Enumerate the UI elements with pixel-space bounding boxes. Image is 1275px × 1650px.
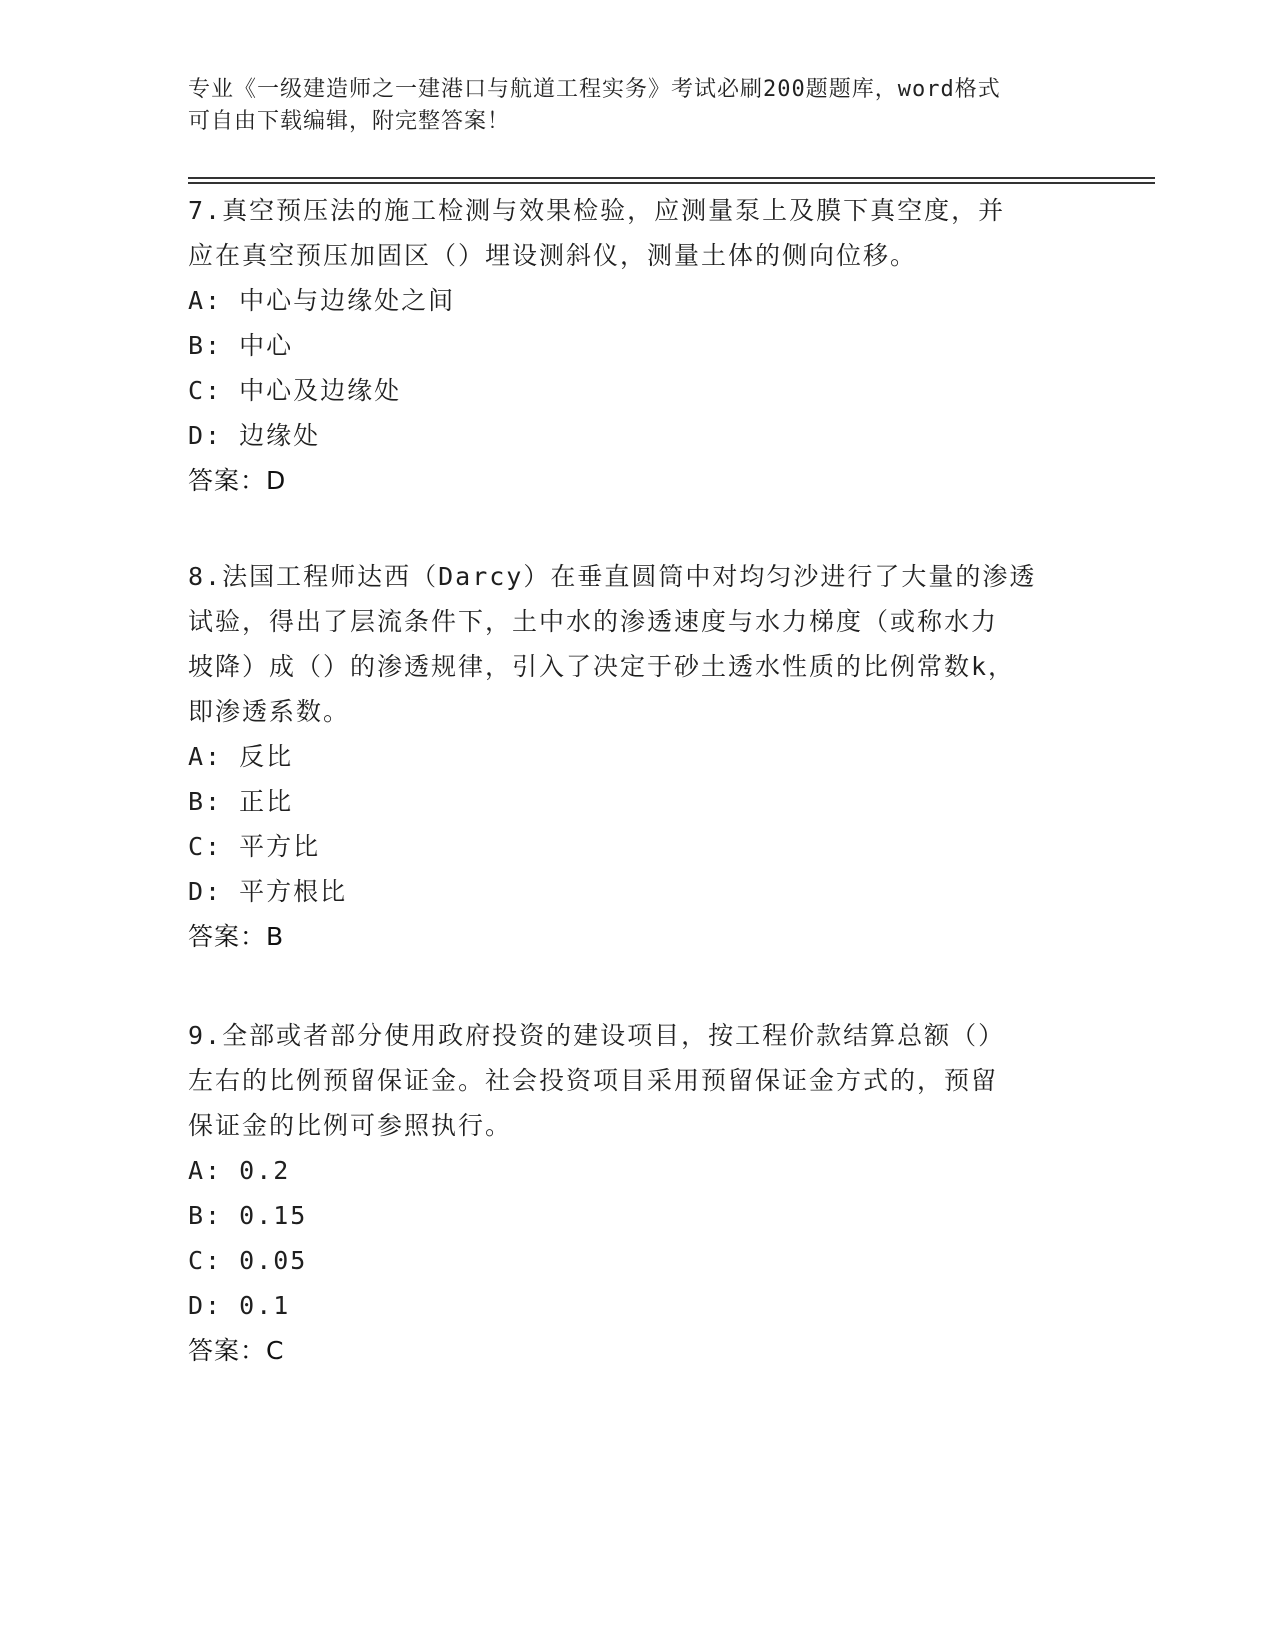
option-c: C: 0.05	[188, 1246, 308, 1275]
stem-line: 保证金的比例可参照执行。	[188, 1111, 513, 1140]
header-title-line-2: 可自由下载编辑，附完整答案！	[188, 109, 511, 134]
stem-line: 7.真空预压法的施工检测与效果检验，应测量泵上及膜下真空度，并	[188, 196, 1006, 225]
option-c: C: 中心及边缘处	[188, 376, 402, 405]
header-title-line-1: 专业《一级建造师之一建港口与航道工程实务》考试必刷200题题库，word格式	[188, 77, 1001, 102]
question-9	[188, 1013, 1088, 1373]
option-b: B: 0.15	[188, 1201, 308, 1230]
option-d: D: 平方根比	[188, 877, 348, 906]
stem-line: 试验，得出了层流条件下，土中水的渗透速度与水力梯度（或称水力	[188, 607, 999, 636]
option-a: A: 反比	[188, 742, 294, 771]
answer-label: 答案：D	[188, 466, 287, 495]
question-stem	[188, 188, 1088, 278]
stem-line: 9.全部或者部分使用政府投资的建设项目，按工程价款结算总额（）	[188, 1021, 1006, 1050]
option-c: C: 平方比	[188, 832, 321, 861]
stem-line: 左右的比例预留保证金。社会投资项目采用预留保证金方式的，预留	[188, 1066, 999, 1095]
option-b: B: 中心	[188, 331, 294, 360]
question-7	[188, 188, 1088, 503]
option-b: B: 正比	[188, 787, 294, 816]
stem-line: 即渗透系数。	[188, 697, 351, 726]
option-a: A: 中心与边缘处之间	[188, 286, 456, 315]
answer-label: 答案：C	[188, 1336, 285, 1365]
stem-line: 坡降）成（）的渗透规律，引入了决定于砂土透水性质的比例常数k，	[188, 652, 1016, 681]
header-divider-top	[188, 177, 1155, 179]
header-divider-bottom	[188, 182, 1155, 184]
document-header	[188, 74, 1068, 138]
question-stem	[188, 554, 1088, 734]
stem-line: 应在真空预压加固区（）埋设测斜仪，测量土体的侧向位移。	[188, 241, 918, 270]
question-8	[188, 554, 1088, 959]
stem-line: 8.法国工程师达西（Darcy）在垂直圆筒中对均匀沙进行了大量的渗透	[188, 562, 1037, 591]
option-a: A: 0.2	[188, 1156, 291, 1185]
question-stem	[188, 1013, 1088, 1148]
option-d: D: 边缘处	[188, 421, 321, 450]
answer-label: 答案：B	[188, 922, 285, 951]
option-d: D: 0.1	[188, 1291, 291, 1320]
